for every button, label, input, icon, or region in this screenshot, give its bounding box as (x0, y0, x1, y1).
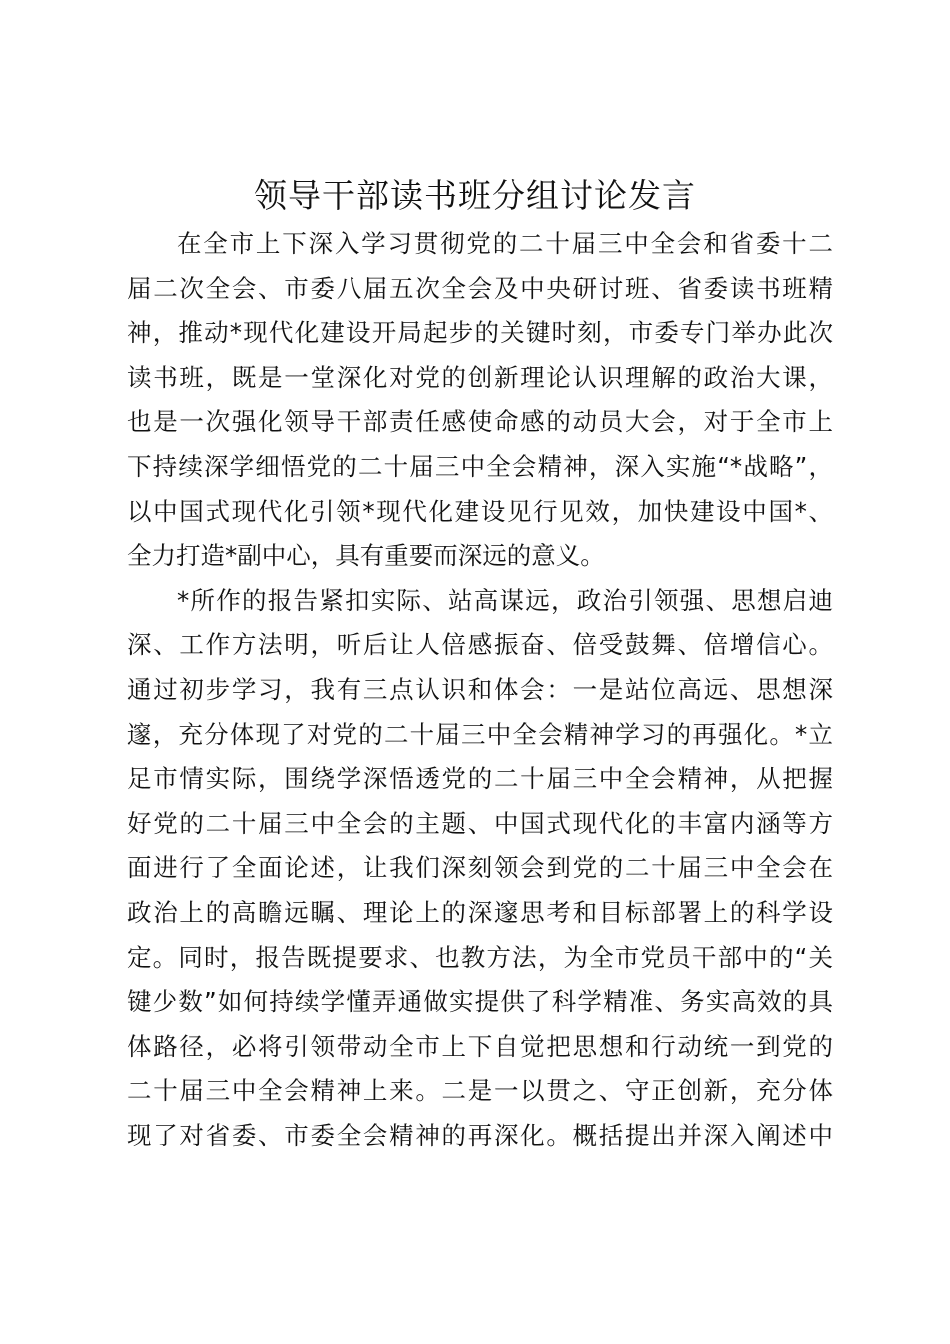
text-line: 足市情实际，围绕学深悟透党的二十届三中全会精神，从把握 (127, 764, 833, 794)
text-line: 好党的二十届三中全会的主题、中国式现代化的丰富内涵等方 (127, 808, 833, 838)
text-line: 定。同时，报告既提要求、也教方法，为全市党员干部中的“关 (127, 942, 833, 972)
text-line: *所作的报告紧扣实际、站高谋远，政治引领强、思想启迪 (177, 585, 833, 615)
document-title: 领导干部读书班分组讨论发言 (254, 176, 696, 215)
text-line: 全力打造*副中心，具有重要而深远的意义。 (127, 541, 605, 571)
text-line: 在全市上下深入学习贯彻党的二十届三中全会和省委十二 (177, 229, 833, 258)
text-line: 键少数”如何持续学懂弄通做实提供了科学精准、务实高效的具 (127, 987, 833, 1017)
text-line: 现了对省委、市委全会精神的再深化。概括提出并深入阐述中 (127, 1120, 833, 1150)
text-line: 也是一次强化领导干部责任感使命感的动员大会，对于全市上 (127, 407, 833, 437)
text-line: 邃，充分体现了对党的二十届三中全会精神学习的再强化。*立 (127, 719, 833, 749)
document-body (127, 222, 833, 1158)
text-line: 以中国式现代化引领*现代化建设见行见效，加快建设中国*、 (127, 496, 833, 526)
text-line: 神，推动*现代化建设开局起步的关键时刻，市委专门举办此次 (127, 318, 833, 348)
text-line: 面进行了全面论述，让我们深刻领会到党的二十届三中全会在 (127, 853, 833, 883)
text-line: 届二次全会、市委八届五次全会及中央研讨班、省委读书班精 (127, 273, 833, 303)
text-line: 政治上的高瞻远瞩、理论上的深邃思考和目标部署上的科学设 (127, 897, 833, 927)
text-line: 体路径，必将引领带动全市上下自觉把思想和行动统一到党的 (127, 1031, 833, 1061)
text-line: 二十届三中全会精神上来。二是一以贯之、守正创新，充分体 (127, 1076, 833, 1106)
text-line: 通过初步学习，我有三点认识和体会：一是站位高远、思想深 (127, 674, 833, 704)
text-line: 读书班，既是一堂深化对党的创新理论认识理解的政治大课， (127, 362, 833, 392)
paragraph-1 (127, 222, 833, 579)
paragraph-2 (127, 579, 833, 1159)
text-line: 下持续深学细悟党的二十届三中全会精神，深入实施“*战略”， (127, 451, 833, 481)
text-line: 深、工作方法明，听后让人倍感振奋、倍受鼓舞、倍增信心。 (127, 630, 833, 660)
